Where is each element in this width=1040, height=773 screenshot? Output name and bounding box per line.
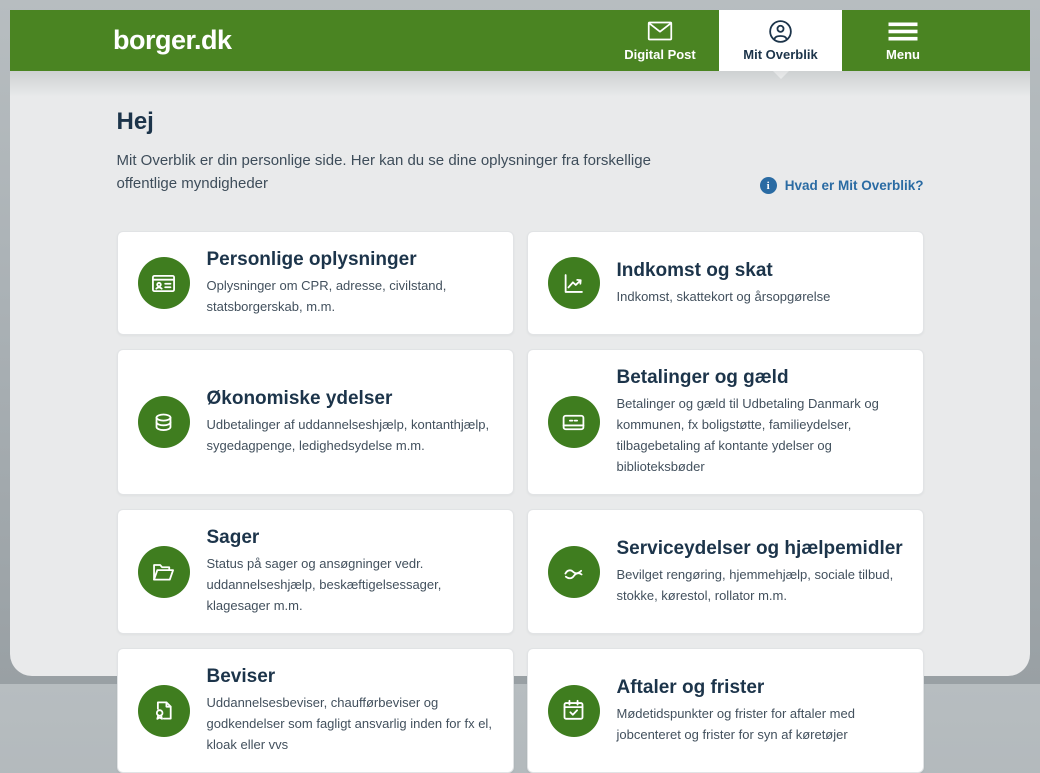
info-icon: i bbox=[760, 177, 777, 194]
card-title: Økonomiske ydelser bbox=[206, 388, 393, 409]
hamburger-icon bbox=[889, 19, 917, 43]
help-link[interactable] bbox=[760, 177, 924, 194]
help-link-label: Hvad er Mit Overblik? bbox=[784, 178, 924, 193]
app-frame bbox=[10, 10, 1030, 752]
card-title: Serviceydelser og hjælpemidler bbox=[616, 537, 903, 559]
card-text bbox=[617, 538, 905, 606]
intro-text: Mit Overblik er din personlige side. Her kan du se dine oplysninger fra forskellige offentlige myndigheder bbox=[116, 152, 651, 192]
card-description: Indkomst, skattekort og årsopgørelse bbox=[616, 288, 831, 304]
card-description: Udbetalinger af uddannelseshjælp, kontanthjælp, sygedagpenge, ledighedsydelse m.m. bbox=[206, 417, 490, 453]
card-sager[interactable] bbox=[117, 509, 514, 634]
card-title: Indkomst og skat bbox=[616, 259, 773, 281]
envelope-icon bbox=[647, 19, 673, 43]
card-description: Status på sager og ansøgninger vedr. uddannelseshjælp, beskæftigelsessager, klagesager m.m. bbox=[206, 556, 442, 613]
card-text bbox=[617, 367, 905, 477]
mit-overblik-content bbox=[117, 71, 924, 773]
card-description: Mødetidspunkter og frister for aftaler med jobcenteret og frister for syn af køretøjer bbox=[616, 705, 855, 742]
borgerdk-logo[interactable]: borger.dk bbox=[113, 25, 232, 55]
card-indkomst-og-skat[interactable] bbox=[527, 231, 924, 335]
nav-item-mit-overblik[interactable] bbox=[719, 10, 842, 71]
id-card-icon bbox=[138, 257, 190, 309]
coins-icon bbox=[138, 396, 190, 448]
card-title: Personlige oplysninger bbox=[206, 249, 417, 270]
card-text bbox=[207, 666, 495, 755]
helping-hands-icon bbox=[548, 546, 600, 598]
card-description: Oplysninger om CPR, adresse, civilstand, statsborgerskab, m.m. bbox=[206, 278, 447, 314]
card-text bbox=[207, 249, 495, 317]
nav-item-digital-post[interactable] bbox=[601, 10, 719, 71]
card-text bbox=[617, 260, 831, 307]
card-title: Sager bbox=[206, 527, 260, 548]
nav-label: Digital Post bbox=[624, 47, 696, 62]
header-nav bbox=[601, 10, 964, 71]
top-nav-bar bbox=[10, 10, 1030, 71]
nav-item-menu[interactable] bbox=[842, 10, 964, 71]
card-description: Bevilget rengøring, hjemmehjælp, sociale tilbud, stokke, kørestol, rollator m.m. bbox=[616, 566, 894, 603]
page-title: Hej bbox=[116, 108, 154, 135]
nav-label: Mit Overblik bbox=[743, 47, 818, 62]
card-text bbox=[207, 388, 495, 456]
person-circle-icon bbox=[767, 19, 794, 43]
card-description: Uddannelsesbeviser, chaufførbeviser og godkendelser som fagligt ansvarlig inden for fx el, kloak eller vvs bbox=[206, 695, 492, 752]
card-text bbox=[207, 527, 495, 616]
card-aftaler-og-frister[interactable] bbox=[527, 648, 924, 773]
card-beviser[interactable] bbox=[117, 648, 514, 773]
card-title: Betalinger og gæld bbox=[616, 367, 789, 388]
category-card-grid bbox=[117, 231, 924, 773]
folder-open-icon bbox=[138, 546, 190, 598]
card-title: Aftaler og frister bbox=[616, 676, 765, 698]
card-betalinger-og-gaeld[interactable] bbox=[527, 349, 924, 495]
card-description: Betalinger og gæld til Udbetaling Danmark og kommunen, fx boligstøtte, familieydelser, tilbagebetaling af kontante ydelser og biblioteksbøder bbox=[616, 396, 879, 474]
certificate-icon bbox=[138, 685, 190, 737]
card-personlige-oplysninger[interactable] bbox=[117, 231, 514, 335]
chart-line-icon bbox=[548, 257, 600, 309]
intro-row bbox=[117, 149, 924, 195]
card-title: Beviser bbox=[206, 666, 276, 687]
payment-card-icon bbox=[548, 396, 600, 448]
card-okonomiske-ydelser[interactable] bbox=[117, 349, 514, 495]
calendar-check-icon bbox=[548, 685, 600, 737]
card-text bbox=[617, 677, 905, 745]
card-serviceydelser-og-hjaelpemidler[interactable] bbox=[527, 509, 924, 634]
nav-label: Menu bbox=[886, 47, 920, 62]
